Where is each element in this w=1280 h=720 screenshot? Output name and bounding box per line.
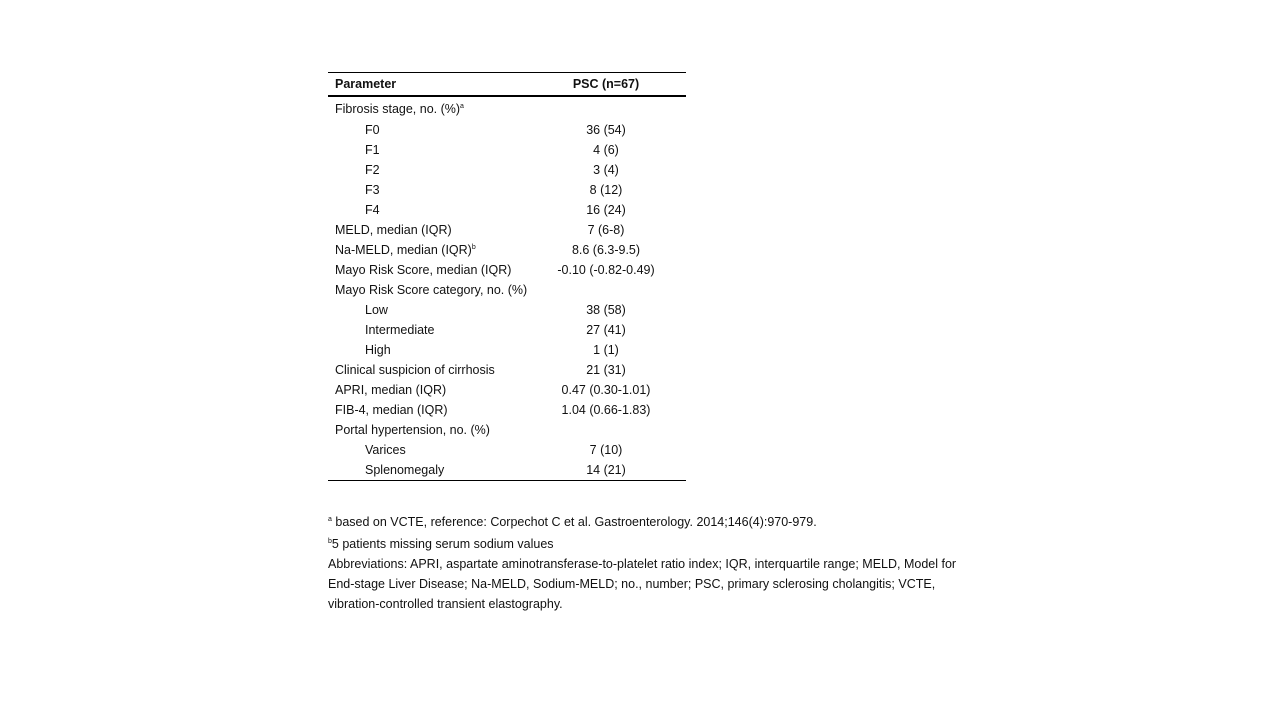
row-label-text: FIB-4, median (IQR) bbox=[335, 403, 448, 417]
row-value: 14 (21) bbox=[586, 463, 626, 477]
table-row bbox=[328, 460, 686, 480]
row-value: 3 (4) bbox=[593, 163, 619, 177]
row-label-text: F3 bbox=[365, 183, 380, 197]
row-label-text: Splenomegaly bbox=[365, 463, 445, 477]
row-value: 16 (24) bbox=[586, 203, 626, 217]
table-row bbox=[328, 120, 686, 140]
footnote-a-text: based on VCTE, reference: Corpechot C et al. Gastroenterology. 2014;146(4):970-979. bbox=[331, 515, 817, 529]
table-header bbox=[328, 73, 686, 97]
row-label bbox=[328, 343, 526, 357]
abbreviations: Abbreviations: APRI, aspartate aminotransferase-to-platelet ratio index; IQR, interquartile range; MELD, Model for End-stage Liver Disease; Na-MELD, Sodium-MELD; no., number; PSC, primary sclerosing cholangitis; VCTE, vibration-controlled transient elastography. bbox=[328, 557, 957, 611]
row-label-text: High bbox=[365, 343, 391, 357]
row-label-text: APRI, median (IQR) bbox=[335, 383, 447, 397]
header-parameter: Parameter bbox=[335, 77, 397, 91]
row-label bbox=[328, 263, 526, 277]
table-row bbox=[328, 380, 686, 400]
row-value: 4 (6) bbox=[593, 143, 619, 157]
results-table bbox=[328, 72, 686, 481]
row-label bbox=[328, 303, 526, 317]
table-row bbox=[328, 97, 686, 120]
footnote-a bbox=[328, 510, 958, 532]
row-label bbox=[328, 383, 526, 397]
row-label-text: F1 bbox=[365, 143, 380, 157]
table-row bbox=[328, 280, 686, 300]
table-row bbox=[328, 220, 686, 240]
row-label-text: F4 bbox=[365, 203, 380, 217]
row-label bbox=[328, 183, 526, 197]
row-label bbox=[328, 363, 526, 377]
row-label bbox=[328, 423, 526, 437]
row-label bbox=[328, 463, 526, 477]
row-label bbox=[328, 283, 527, 297]
row-label bbox=[328, 223, 526, 237]
footnote-b-mark: b bbox=[328, 538, 332, 545]
row-label-text: Fibrosis stage, no. (%) bbox=[335, 101, 461, 116]
row-label bbox=[328, 163, 526, 177]
row-value: 7 (6-8) bbox=[587, 223, 625, 237]
row-label-text: F2 bbox=[365, 163, 380, 177]
row-value: 38 (58) bbox=[586, 303, 626, 317]
row-label bbox=[328, 323, 526, 337]
table-row bbox=[328, 160, 686, 180]
row-value: 36 (54) bbox=[586, 123, 626, 137]
row-label-text: Intermediate bbox=[365, 323, 435, 337]
row-label-text: Mayo Risk Score, median (IQR) bbox=[335, 263, 512, 277]
table-notes bbox=[328, 510, 958, 614]
row-label-text: MELD, median (IQR) bbox=[335, 223, 452, 237]
row-label bbox=[328, 443, 526, 457]
row-label-text: F0 bbox=[365, 123, 380, 137]
row-label-text: Mayo Risk Score category, no. (%) bbox=[335, 283, 528, 297]
footnote-b bbox=[328, 532, 958, 554]
row-label bbox=[328, 123, 526, 137]
footnote-a-mark: a bbox=[328, 516, 332, 523]
table-row bbox=[328, 260, 686, 280]
table-row bbox=[328, 200, 686, 220]
row-label-text: Na-MELD, median (IQR) bbox=[335, 243, 472, 257]
footnote-marker: a bbox=[460, 102, 464, 110]
row-label bbox=[328, 143, 526, 157]
table-row bbox=[328, 300, 686, 320]
table-bottom-rule bbox=[328, 480, 686, 481]
table-row bbox=[328, 400, 686, 420]
header-psc: PSC (n=67) bbox=[572, 77, 640, 91]
row-value: 1 (1) bbox=[593, 343, 619, 357]
row-label bbox=[328, 243, 526, 257]
footnote-marker: b bbox=[471, 244, 476, 251]
table-row bbox=[328, 420, 686, 440]
table-body bbox=[328, 97, 686, 480]
row-value: 7 (10) bbox=[589, 443, 623, 457]
table-row bbox=[328, 360, 686, 380]
table-row bbox=[328, 240, 686, 260]
row-label bbox=[328, 203, 526, 217]
table-row bbox=[328, 440, 686, 460]
row-label-text: Varices bbox=[365, 443, 406, 457]
row-value: 1.04 (0.66-1.83) bbox=[561, 403, 651, 417]
row-label-text: Low bbox=[365, 303, 388, 317]
row-value: -0.10 (-0.82-0.49) bbox=[557, 263, 655, 277]
row-label-text: Clinical suspicion of cirrhosis bbox=[335, 363, 495, 377]
row-label bbox=[328, 403, 526, 417]
row-value: 8 (12) bbox=[589, 183, 623, 197]
row-value: 21 (31) bbox=[586, 363, 626, 377]
table-row bbox=[328, 180, 686, 200]
footnote-b-text: 5 patients missing serum sodium values bbox=[331, 537, 554, 551]
row-label-text: Portal hypertension, no. (%) bbox=[335, 423, 490, 437]
row-value: 27 (41) bbox=[586, 323, 626, 337]
table-row bbox=[328, 140, 686, 160]
row-value: 8.6 (6.3-9.5) bbox=[571, 243, 641, 257]
table-row bbox=[328, 340, 686, 360]
table-row bbox=[328, 320, 686, 340]
row-label bbox=[328, 102, 526, 116]
row-value: 0.47 (0.30-1.01) bbox=[561, 383, 651, 397]
